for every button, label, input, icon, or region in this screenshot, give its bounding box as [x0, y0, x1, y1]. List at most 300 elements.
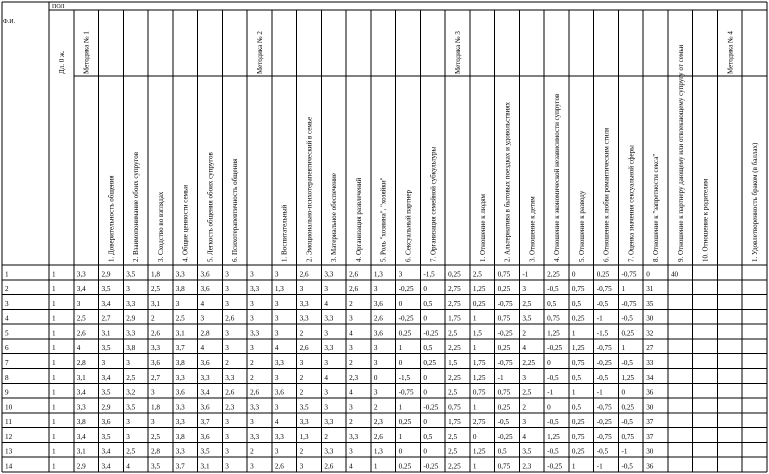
- row-number: 14: [5, 462, 13, 471]
- table-cell: 2,5: [175, 314, 185, 323]
- table-cell: -0,75: [596, 344, 612, 353]
- table-cell: 3,3: [274, 359, 284, 367]
- table-cell: 4: [200, 344, 205, 353]
- table-cell: -1: [497, 373, 504, 382]
- table-cell: 2,75: [448, 285, 461, 294]
- table-cell: 3: [250, 270, 254, 279]
- table-cell: 31: [646, 285, 654, 294]
- top-header-label: ПОЛ: [52, 4, 65, 10]
- table-cell: 3,4: [101, 447, 111, 456]
- table-cell: 4: [200, 299, 205, 308]
- table-cell: 3,3: [299, 314, 309, 323]
- table-cell: 3: [126, 359, 130, 367]
- table-cell: -0,5: [596, 299, 609, 308]
- table-cell: 3,6: [200, 432, 210, 441]
- table-cell: 0,25: [621, 329, 635, 338]
- table-cell: 3: [225, 299, 229, 308]
- table-cell: 3,6: [373, 299, 383, 308]
- table-cell: 4: [349, 388, 353, 397]
- row-number: 11: [5, 418, 12, 427]
- table-cell: 0,25: [398, 418, 412, 427]
- table-cell: 3,3: [175, 418, 185, 427]
- table-cell: 3: [299, 359, 304, 367]
- table-cell: 0,25: [398, 329, 412, 338]
- table-cell: 3,4: [101, 373, 111, 382]
- column-header: 10. Отношение к родителям: [701, 178, 710, 262]
- table-cell: 2,3: [522, 462, 532, 471]
- table-cell: 0,75: [497, 314, 511, 323]
- table-cell: 1,3: [373, 447, 383, 456]
- table-cell: 3,3: [126, 299, 136, 308]
- table-cell: 3,6: [101, 418, 111, 427]
- table-cell: 2: [324, 432, 328, 441]
- table-cell: 0: [423, 373, 427, 382]
- table-row: [5, 344, 654, 352]
- column-header: 1. Удовлетворенность браком (в баллах): [751, 142, 760, 262]
- table-cell: 2,5: [448, 432, 458, 441]
- table-cell: 1: [52, 403, 56, 412]
- table-row: [5, 418, 654, 426]
- table-cell: -0,5: [621, 418, 633, 427]
- row-number: 6: [5, 344, 9, 353]
- table-cell: 2,25: [448, 462, 461, 471]
- table-cell: 2,6: [324, 462, 334, 471]
- table-cell: 3,5: [101, 432, 111, 441]
- table-cell: 36: [646, 462, 654, 471]
- table-cell: 0: [547, 403, 551, 412]
- table-cell: -0,25: [596, 418, 612, 427]
- table-cell: 0,25: [571, 314, 585, 323]
- table-cell: 3,5: [151, 462, 161, 471]
- table-cell: 3,5: [200, 447, 210, 456]
- column-header: 7. Организация семейной субкультуры: [429, 146, 438, 262]
- row-number: 12: [5, 432, 13, 441]
- table-cell: 1: [571, 462, 576, 471]
- table-cell: 3: [324, 329, 328, 338]
- table-cell: 2: [349, 418, 353, 427]
- table-cell: 3,1: [200, 462, 210, 471]
- table-cell: -0,75: [497, 299, 513, 308]
- column-header: 3. Сходство во взглядах: [156, 191, 165, 262]
- table-cell: 3,3: [76, 270, 86, 279]
- table-row: [5, 463, 654, 471]
- table-cell: 1: [398, 432, 403, 441]
- table-cell: 2,5: [448, 329, 458, 338]
- table-cell: 3: [250, 418, 254, 427]
- table-cell: 2: [349, 299, 353, 308]
- table-cell: 3,8: [175, 285, 185, 294]
- table-cell: 2,9: [126, 314, 136, 323]
- table-cell: 1: [52, 462, 56, 471]
- table-cell: 2,3: [349, 373, 359, 382]
- column-header: 6. Сексуальный партнер: [404, 190, 413, 262]
- table-cell: 2: [250, 447, 254, 456]
- table-cell: 1,75: [448, 418, 461, 427]
- table-cell: 3: [373, 344, 378, 353]
- table-cell: 1,75: [448, 314, 461, 323]
- table-cell: 3,3: [324, 418, 334, 427]
- table-cell: 3,6: [200, 403, 210, 412]
- corner-label: Ф.И.: [3, 19, 16, 25]
- table-cell: 3: [250, 299, 254, 308]
- table-cell: 0,25: [571, 418, 585, 427]
- table-cell: 0: [423, 418, 427, 427]
- table-cell: 3: [324, 285, 328, 294]
- table-cell: -1,5: [596, 329, 609, 338]
- table-cell: 0,5: [571, 299, 581, 308]
- table-cell: 3: [175, 299, 180, 308]
- table-cell: 4: [324, 299, 328, 308]
- column-headers: [58, 31, 759, 262]
- table-row: [5, 270, 679, 278]
- table-cell: 3: [274, 403, 279, 412]
- table-cell: 3,6: [200, 285, 210, 294]
- table-cell: 2,8: [200, 329, 210, 338]
- table-cell: -0,5: [596, 373, 609, 382]
- table-cell: 1: [621, 344, 626, 353]
- table-cell: 3,7: [200, 418, 210, 427]
- row-number: 7: [5, 359, 9, 367]
- row-number: 8: [5, 373, 9, 382]
- table-cell: -0,75: [621, 299, 637, 308]
- table-cell: 3: [126, 432, 130, 441]
- table-cell: 3,1: [175, 329, 185, 338]
- table-cell: 0,25: [423, 359, 436, 367]
- table-cell: 2,5: [126, 373, 136, 382]
- column-header: Дл. 0 ж.: [57, 50, 66, 74]
- table-cell: -1,5: [423, 270, 435, 279]
- table-cell: 3,3: [175, 447, 185, 456]
- column-header: 3. Материальное обеспечение: [330, 173, 339, 262]
- table-cell: 3,6: [373, 329, 383, 338]
- table-cell: 3,3: [250, 403, 260, 412]
- table-cell: 27: [646, 344, 654, 353]
- table-cell: 0,25: [571, 447, 585, 456]
- table-cell: 3,8: [126, 344, 136, 353]
- row-number: 1: [5, 270, 9, 279]
- row-number: 2: [5, 285, 9, 294]
- table-cell: 3: [151, 418, 155, 427]
- table-cell: 0: [398, 299, 403, 308]
- table-cell: 2,9: [76, 462, 86, 471]
- table-cell: 1: [52, 373, 56, 382]
- table-cell: 3,3: [324, 447, 334, 456]
- table-cell: 1,25: [571, 344, 585, 353]
- table-cell: 3,1: [76, 373, 86, 382]
- table-cell: 0,75: [472, 388, 486, 397]
- table-cell: 2,6: [225, 388, 235, 397]
- table-cell: 1,8: [151, 403, 161, 412]
- table-cell: 3: [250, 314, 254, 323]
- table-cell: 0,25: [497, 344, 511, 353]
- table-cell: 3,6: [200, 359, 210, 367]
- table-cell: -0,5: [621, 462, 633, 471]
- table-cell: 2,6: [349, 270, 359, 279]
- table-cell: 2: [349, 359, 353, 367]
- table-row: [5, 300, 654, 308]
- row-number: 4: [5, 314, 9, 323]
- table-cell: 30: [646, 314, 654, 323]
- table-row: [5, 389, 654, 397]
- table-cell: 2,75: [472, 418, 486, 427]
- table-cell: 3: [349, 314, 353, 323]
- table-cell: 3,3: [76, 403, 86, 412]
- column-header: 5. Отношение к разводу: [577, 190, 586, 262]
- table-cell: -0,75: [497, 359, 513, 367]
- table-cell: 3: [250, 344, 254, 353]
- table-cell: 1: [52, 344, 56, 353]
- table-cell: 4: [522, 344, 527, 353]
- table-cell: 3,3: [324, 344, 334, 353]
- table-cell: 4: [349, 462, 353, 471]
- table-cell: 2,25: [547, 270, 560, 279]
- column-header: 2. Альтернатива в бытовых поездках и удовольствиях: [503, 101, 512, 262]
- table-cell: -0,5: [547, 447, 559, 456]
- table-cell: 0: [571, 270, 576, 279]
- table-cell: 1,25: [547, 432, 560, 441]
- table-cell: 3: [349, 403, 353, 412]
- table-cell: 2,5: [472, 270, 482, 279]
- table-cell: 3,1: [76, 447, 86, 456]
- table-cell: 3,3: [250, 432, 260, 441]
- table-cell: 3: [274, 373, 279, 382]
- table-cell: 2,5: [522, 299, 532, 308]
- table-cell: 1: [52, 329, 56, 338]
- table-cell: 35: [646, 299, 654, 308]
- table-cell: 2,25: [522, 359, 535, 367]
- table-cell: 3: [126, 418, 130, 427]
- table-cell: 3,5: [101, 388, 111, 397]
- table-cell: 0,75: [621, 432, 635, 441]
- table-cell: 0,75: [448, 403, 461, 412]
- column-header: 1. Доверительность общения: [107, 175, 116, 262]
- table-cell: 3,3: [274, 432, 284, 441]
- table-row: [5, 315, 654, 323]
- table-cell: 1: [52, 285, 56, 294]
- table-cell: 2,25: [448, 344, 461, 353]
- column-header: 4. Организация развлечений: [354, 177, 363, 262]
- table-cell: 3,3: [225, 373, 235, 382]
- table-row: [5, 285, 654, 293]
- table-cell: 3: [398, 270, 403, 279]
- table-cell: 2,7: [101, 314, 111, 323]
- table-cell: 1: [571, 329, 576, 338]
- table-cell: 1: [472, 314, 477, 323]
- table-cell: 3,3: [324, 314, 334, 323]
- table-cell: 1: [472, 344, 477, 353]
- table-cell: -1: [621, 447, 628, 456]
- table-cell: 2: [299, 447, 304, 456]
- column-header: 5. Роль "хозяина", "хозяйки": [379, 177, 388, 262]
- table-cell: -0,5: [621, 314, 633, 323]
- table-cell: 3,6: [151, 359, 161, 367]
- table-cell: 3: [522, 418, 527, 427]
- table-cell: 3,5: [522, 314, 532, 323]
- table-cell: 0,25: [398, 462, 412, 471]
- table-cell: -0,5: [596, 447, 609, 456]
- table-cell: 2,6: [299, 344, 309, 353]
- table-cell: 1,25: [547, 329, 560, 338]
- table-cell: 3: [225, 270, 229, 279]
- column-header: 2. Взаимопонимание обоих супругов: [132, 151, 141, 262]
- table-cell: 1,3: [373, 270, 383, 279]
- table-cell: 2,3: [373, 418, 383, 427]
- table-cell: 3: [225, 447, 229, 456]
- table-cell: 1: [52, 299, 56, 308]
- table-cell: 0: [398, 447, 403, 456]
- table-cell: 3,3: [324, 270, 334, 279]
- table-cell: 3: [324, 359, 328, 367]
- table-cell: 1,25: [621, 373, 635, 382]
- table-cell: 2,5: [448, 447, 458, 456]
- row-number: 9: [5, 388, 9, 397]
- table-cell: 2: [522, 403, 527, 412]
- table-cell: 3: [225, 329, 229, 338]
- table-cell: 34: [646, 373, 654, 382]
- table-cell: 2,6: [349, 285, 359, 294]
- table-cell: 3,1: [101, 329, 111, 338]
- table-cell: 3,1: [151, 299, 161, 308]
- table-cell: 3,5: [126, 403, 136, 412]
- table-cell: 3,4: [76, 388, 86, 397]
- table-cell: 2,8: [151, 447, 161, 456]
- table-cell: 3: [151, 388, 155, 397]
- table-cell: 2,9: [101, 270, 111, 279]
- table-cell: 33: [646, 359, 654, 367]
- table-cell: 4: [349, 329, 353, 338]
- table-cell: 0,25: [448, 270, 461, 279]
- table-cell: -0,25: [423, 329, 439, 338]
- table-cell: 2: [151, 314, 155, 323]
- table-cell: 0,75: [571, 359, 585, 367]
- table-cell: 3: [250, 462, 254, 471]
- table-cell: -0,5: [547, 285, 559, 294]
- table-cell: 3: [76, 299, 81, 308]
- column-header: 4. Общие ценности семьи: [181, 185, 190, 262]
- table-cell: 3,4: [101, 462, 111, 471]
- table-cell: 2,3: [225, 403, 235, 412]
- table-cell: 0: [423, 447, 427, 456]
- table-cell: 3,4: [200, 388, 210, 397]
- table-cell: 3,3: [126, 329, 136, 338]
- table-cell: 2,6: [274, 462, 284, 471]
- table-cell: -0,5: [621, 359, 633, 367]
- column-header: 1. Воспитательный: [280, 204, 289, 262]
- table-cell: 32: [646, 329, 654, 338]
- table-cell: 3: [324, 403, 328, 412]
- table-cell: 3,6: [274, 388, 284, 397]
- table-cell: 1: [52, 388, 56, 397]
- table-cell: 3,5: [299, 403, 309, 412]
- table-cell: 3: [349, 344, 353, 353]
- table-cell: -0,25: [596, 359, 612, 367]
- table-cell: 4: [274, 418, 279, 427]
- table-cell: 1,3: [274, 285, 284, 294]
- table-cell: 0,75: [571, 432, 585, 441]
- table-cell: 3: [274, 329, 279, 338]
- table-cell: 2: [225, 359, 229, 367]
- table-cell: -0,25: [423, 462, 439, 471]
- table-cell: 0,25: [497, 285, 511, 294]
- table-cell: 3,5: [101, 344, 111, 353]
- table-cell: 3,7: [175, 462, 185, 471]
- section-header: Методика № 4: [726, 31, 735, 74]
- table-cell: 1: [472, 462, 477, 471]
- table-cell: 2,6: [76, 329, 86, 338]
- table-cell: -1: [596, 462, 603, 471]
- table-cell: 3: [522, 285, 527, 294]
- table-cell: 3: [200, 314, 205, 323]
- table-cell: 2,6: [373, 314, 383, 323]
- table-cell: 1: [472, 403, 477, 412]
- table-cell: 0: [646, 270, 650, 279]
- table-cell: 2: [373, 403, 378, 412]
- table-cell: 2,5: [126, 447, 136, 456]
- table-cell: 1: [398, 403, 403, 412]
- table-cell: 3,4: [76, 432, 86, 441]
- table-cell: 3,3: [299, 299, 309, 308]
- table-cell: 1,25: [472, 447, 486, 456]
- table-cell: 2,6: [373, 432, 383, 441]
- table-cell: 0: [373, 373, 378, 382]
- table-row: [5, 329, 654, 337]
- table-cell: -0,25: [497, 329, 513, 338]
- table-cell: 2,5: [151, 285, 161, 294]
- table-cell: -0,25: [423, 403, 439, 412]
- table-cell: 1: [52, 314, 56, 323]
- table-cell: 3: [225, 418, 229, 427]
- table-cell: 0: [472, 432, 477, 441]
- table-cell: 0,75: [497, 270, 511, 279]
- table-cell: 2: [299, 388, 304, 397]
- table-cell: 3: [274, 299, 279, 308]
- table-row: [5, 403, 654, 411]
- column-header: 5. Легкость общения обоих супругов: [206, 152, 215, 262]
- table-cell: -0,25: [398, 285, 414, 294]
- table-cell: -0,25: [398, 314, 414, 323]
- table-cell: 2,6: [299, 270, 309, 279]
- table-cell: 3,5: [126, 270, 136, 279]
- table-cell: 4: [274, 344, 279, 353]
- table-cell: 0: [398, 359, 403, 367]
- table-cell: 3: [274, 270, 279, 279]
- table-cell: 3,3: [349, 432, 359, 441]
- table-row: [5, 433, 654, 441]
- table-cell: 1,3: [299, 432, 309, 441]
- table-cell: -1: [547, 388, 554, 397]
- column-header: 6. Психотерапевтичность общения: [231, 158, 240, 262]
- column-header: 8. Отношение к "запретности секса": [652, 153, 661, 262]
- table-cell: 3: [225, 462, 229, 471]
- table-cell: 0,5: [497, 447, 507, 456]
- table-cell: 4: [126, 462, 130, 471]
- table-cell: 0,25: [621, 403, 635, 412]
- table-cell: 36: [646, 388, 654, 397]
- table-cell: 1: [373, 462, 378, 471]
- table-cell: 3: [522, 373, 527, 382]
- table-cell: 0,25: [596, 270, 610, 279]
- table-cell: 3: [225, 432, 229, 441]
- table-cell: 0: [423, 285, 427, 294]
- table-cell: 2,5: [151, 432, 161, 441]
- table-cell: 2: [299, 329, 304, 338]
- row-number: 5: [5, 329, 9, 338]
- column-header: 2. Эмоционально-психотерапевтический в семье: [305, 116, 314, 262]
- table-cell: 0,75: [497, 388, 511, 397]
- table-cell: -0,75: [596, 403, 612, 412]
- table-cell: 3: [274, 314, 279, 323]
- table-cell: 0: [547, 359, 551, 367]
